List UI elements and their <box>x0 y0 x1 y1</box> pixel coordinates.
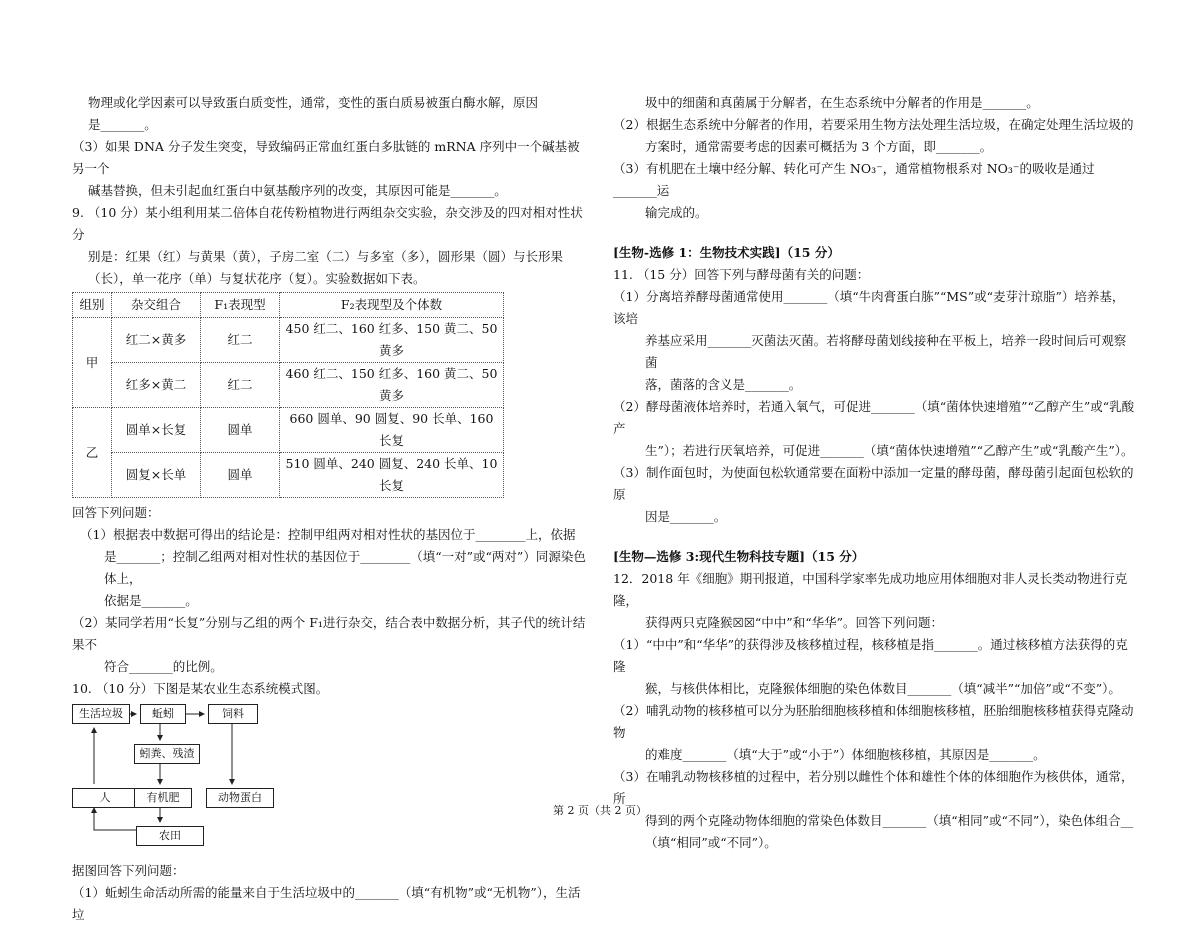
table-cell: 510 圆单、240 圆复、240 长单、10 长复 <box>280 453 504 498</box>
page-footer: 第 2 页（共 2 页） <box>553 804 647 817</box>
group-cell: 乙 <box>73 408 112 498</box>
text-line: 生”）；若进行厌氧培养，可促进_______（填“菌体快速增殖”“乙醇产生”或“乳酸产生”）。 <box>645 443 1134 458</box>
text-line: （2）酵母菌液体培养时，若通入氧气，可促进_______（填“菌体快速增殖”“乙醇产生”或“乳酸产 <box>613 399 1135 436</box>
right-column <box>613 92 1135 854</box>
text-line: （2）某同学若用“长复”分别与乙组的两个 F₁进行杂交，结合表中数据分析，其子代的统计结果不 <box>72 615 586 652</box>
group-cell: 甲 <box>73 318 112 408</box>
table-header-row <box>73 293 504 318</box>
table-cell: 圆单 <box>201 453 280 498</box>
residue-box: 蚓粪、残渣 <box>134 744 200 764</box>
text-line: 圾中的细菌和真菌属于分解者，在生态系统中分解者的作用是_______。 <box>645 95 1039 110</box>
text-line: 因是_______。 <box>645 509 727 524</box>
text-line: （3）如果 DNA 分子发生突变，导致编码正常血红蛋白多肽链的 mRNA 序列中一个碱基被另一个 <box>72 139 580 176</box>
text-line: （1）根据表中数据可得出的结论是：控制甲组两对相对性状的基因位于________上，依据 <box>80 527 576 542</box>
text-line: （长），单一花序（单）与复状花序（复）。实验数据如下表。 <box>88 271 426 286</box>
farmland-box: 农田 <box>136 826 204 846</box>
table-cell: 圆单×长复 <box>112 408 201 453</box>
text-line: 别是：红果（红）与黄果（黄），子房二室（二）与多室（多），圆形果（圆）与长形果 <box>88 249 564 264</box>
text-line: 依据是_______。 <box>104 593 198 608</box>
ecosystem-diagram <box>72 704 292 854</box>
section-heading: [生物—选修 3:现代生物科技专题]（15 分） <box>613 549 865 564</box>
text-line: 养基应采用_______灭菌法灭菌。若将酵母菌划线接种在平板上，培养一段时间后可观察菌 <box>645 333 1127 370</box>
human-box: 人 <box>72 788 138 808</box>
table-cell: 红二 <box>201 363 280 408</box>
text-line: （1）“中中”和“华华”的获得涉及核移植过程，核移植是指_______。通过核移植方法获得的克隆 <box>613 637 1128 674</box>
text-line: （2）根据生态系统中分解者的作用，若要采用生物方法处理生活垃圾，在确定处理生活垃圾的 <box>613 117 1134 132</box>
table-header: F₁表现型 <box>201 293 280 318</box>
text-line: 回答下列问题： <box>72 505 160 520</box>
question-12-title: 12．2018 年《细胞》期刊报道，中国科学家率先成功地应用体细胞对非人灵长类动物进行克隆， <box>613 571 1128 608</box>
question-9-title: 9. （10 分）某小组利用某二倍体自花传粉植物进行两组杂交实验，杂交涉及的四对相对性状分 <box>72 205 583 242</box>
text-line: 输完成的。 <box>645 205 708 220</box>
left-column <box>72 92 592 926</box>
text-line: 据图回答下列问题： <box>72 863 185 878</box>
hybrid-data-table <box>72 292 504 498</box>
text-line: 获得两只克隆猴☒☒“中中”和“华华”。回答下列问题： <box>645 615 943 630</box>
text-line: （3）制作面包时，为使面包松软通常要在面粉中添加一定量的酵母菌，酵母菌引起面包松软的原 <box>613 465 1134 502</box>
text-line: （2）哺乳动物的核移植可以分为胚胎细胞核移植和体细胞核移植，胚胎细胞核移植获得克隆动物 <box>613 703 1134 740</box>
table-cell: 660 圆单、90 圆复、90 长单、160 长复 <box>280 408 504 453</box>
text-line: （1）蚯蚓生命活动所需的能量来自于生活垃圾中的_______（填“有机物”或“无机物”），生活垃 <box>72 885 581 922</box>
table-cell: 红二 <box>201 318 280 363</box>
garbage-box: 生活垃圾 <box>72 704 130 724</box>
text-line: 物理或化学因素可以导致蛋白质变性，通常，变性的蛋白质易被蛋白酶水解，原因 <box>88 95 539 110</box>
text-line: （填“相同”或“不同”）。 <box>645 835 777 850</box>
table-cell: 红多×黄二 <box>112 363 201 408</box>
fertilizer-box: 有机肥 <box>134 788 192 808</box>
text-line: 方案时，通常需要考虑的因素可概括为 3 个方面，即_______。 <box>645 139 993 154</box>
text-line: （3）在哺乳动物核移植的过程中，若分别以雌性个体和雄性个体的体细胞作为核供体，通常，所 <box>613 769 1134 806</box>
question-10-title: 10. （10 分）下图是某农业生态系统模式图。 <box>72 681 329 696</box>
text-line: 碱基替换，但未引起血红蛋白中氨基酸序列的改变，其原因可能是_______。 <box>88 183 507 198</box>
text-line: （1）分离培养酵母菌通常使用_______（填“牛肉膏蛋白胨”“MS”或“麦芽汁琼脂”）培养基，该培 <box>613 289 1125 326</box>
table-cell: 圆复×长单 <box>112 453 201 498</box>
table-cell: 460 红二、150 红多、160 黄二、50 黄多 <box>280 363 504 408</box>
text-line: 符合_______的比例。 <box>104 659 223 674</box>
text-line: 是_______；控制乙组两对相对性状的基因位于________（填“一对”或“两对”）同源染色体上， <box>104 549 586 586</box>
table-row <box>73 318 504 363</box>
table-cell: 450 红二、160 红多、150 黄二、50 黄多 <box>280 318 504 363</box>
text-line: 是_______。 <box>88 117 157 132</box>
feed-box: 饲料 <box>208 704 258 724</box>
earthworm-box: 蚯蚓 <box>140 704 186 724</box>
table-row <box>73 453 504 498</box>
text-line: 落，菌落的含义是_______。 <box>645 377 802 392</box>
question-11-title: 11. （15 分）回答下列与酵母菌有关的问题： <box>613 267 870 282</box>
text-line: （3）有机肥在土壤中经分解、转化可产生 NO₃⁻，通常植物根系对 NO₃⁻的吸收是通过_______运 <box>613 161 1095 198</box>
text-line: 的难度_______（填“大于”或“小于”）体细胞核移植，其原因是_______。 <box>645 747 1046 762</box>
text-line: 猴，与核供体相比，克隆猴体细胞的染色体数目_______（填“减半”“加倍”或“不变”）。 <box>645 681 1121 696</box>
text-line: 得到的两个克隆动物体细胞的常染色体数目_______（填“相同”或“不同”），染色体组合__ <box>645 813 1134 828</box>
section-heading: [生物-选修 1：生物技术实践]（15 分） <box>613 245 840 260</box>
protein-box: 动物蛋白 <box>206 788 274 808</box>
table-row <box>73 408 504 453</box>
table-header: F₂表现型及个体数 <box>280 293 504 318</box>
table-header: 杂交组合 <box>112 293 201 318</box>
table-row <box>73 363 504 408</box>
table-cell: 圆单 <box>201 408 280 453</box>
table-header: 组别 <box>73 293 112 318</box>
table-cell: 红二×黄多 <box>112 318 201 363</box>
